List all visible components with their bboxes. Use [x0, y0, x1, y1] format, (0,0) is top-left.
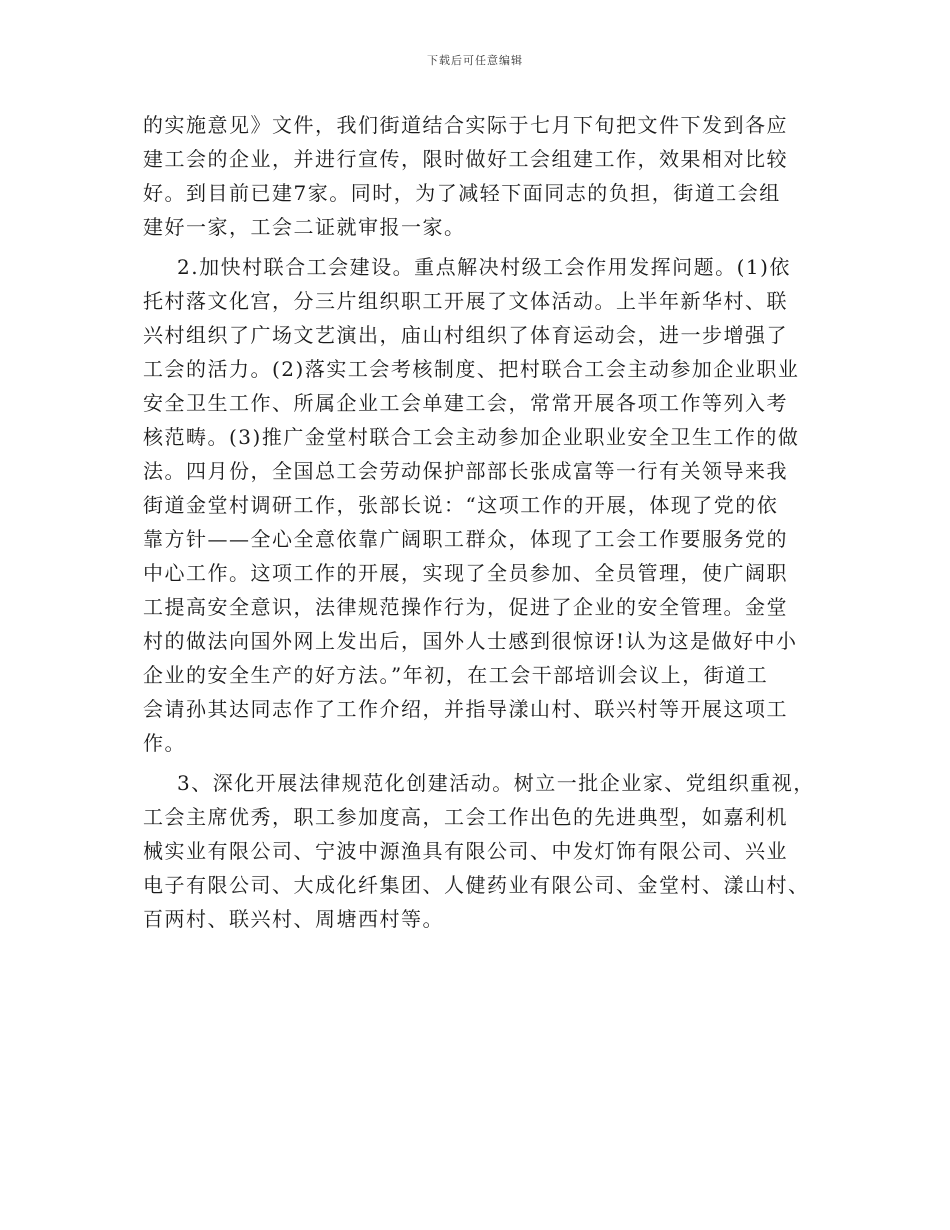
text-line: 2.加快村联合工会建设。重点解决村级工会作用发挥问题。(1)依 [177, 255, 791, 279]
text-line: 械实业有限公司、宁波中源渔具有限公司、中发灯饰有限公司、兴业 [143, 839, 788, 863]
paragraph [143, 250, 843, 760]
paragraph [143, 108, 843, 244]
text-line: 工提高安全意识，法律规范操作行为，促进了企业的安全管理。金堂 [143, 595, 788, 619]
paragraph [143, 766, 843, 936]
text-line: 企业的安全生产的好方法。”年初，在工会干部培训会议上，街道工 [143, 663, 769, 687]
text-line: 法。四月份，全国总工会劳动保护部部长张成富等一行有关领导来我 [143, 459, 788, 483]
text-line: 建好一家，工会二证就审报一家。 [143, 215, 466, 239]
text-line: 安全卫生工作、所属企业工会单建工会，常常开展各项工作等列入考 [143, 391, 788, 415]
text-line: 电子有限公司、大成化纤集团、人健药业有限公司、金堂村、漾山村、 [143, 873, 810, 897]
text-line: 的实施意见》文件，我们街道结合实际于七月下旬把文件下发到各应 [143, 113, 788, 137]
text-line: 工会的活力。(2)落实工会考核制度、把村联合工会主动参加企业职业 [143, 357, 800, 381]
text-line: 作。 [143, 731, 186, 755]
text-line: 村的做法向国外网上发出后，国外人士感到很惊讶!认为这是做好中小 [143, 629, 798, 653]
text-line: 好。到目前已建7家。同时，为了减轻下面同志的负担，街道工会组 [143, 181, 781, 205]
text-line: 靠方针——全心全意依靠广阔职工群众，体现了工会工作要服务党的 [143, 527, 788, 551]
text-line: 百两村、联兴村、周塘西村等。 [143, 907, 444, 931]
text-line: 核范畴。(3)推广金堂村联合工会主动参加企业职业安全卫生工作的做 [143, 425, 800, 449]
text-line: 兴村组织了广场文艺演出，庙山村组织了体育运动会，进一步增强了 [143, 323, 788, 347]
text-line: 建工会的企业，并进行宣传，限时做好工会组建工作，效果相对比较 [143, 147, 788, 171]
text-line: 街道金堂村调研工作，张部长说：“这项工作的开展，体现了党的依 [143, 493, 779, 517]
text-line: 会请孙其达同志作了工作介绍，并指导漾山村、联兴村等开展这项工 [143, 697, 788, 721]
page-header: 下载后可任意编辑 [427, 54, 523, 67]
text-line: 工会主席优秀，职工参加度高，工会工作出色的先进典型，如嘉利机 [143, 805, 788, 829]
text-line: 托村落文化宫，分三片组织职工开展了文体活动。上半年新华村、联 [143, 289, 788, 313]
text-line: 3、深化开展法律规范化创建活动。树立一批企业家、党组织重视， [177, 771, 815, 795]
document-body [143, 108, 843, 936]
text-line: 中心工作。这项工作的开展，实现了全员参加、全员管理，使广阔职 [143, 561, 788, 585]
